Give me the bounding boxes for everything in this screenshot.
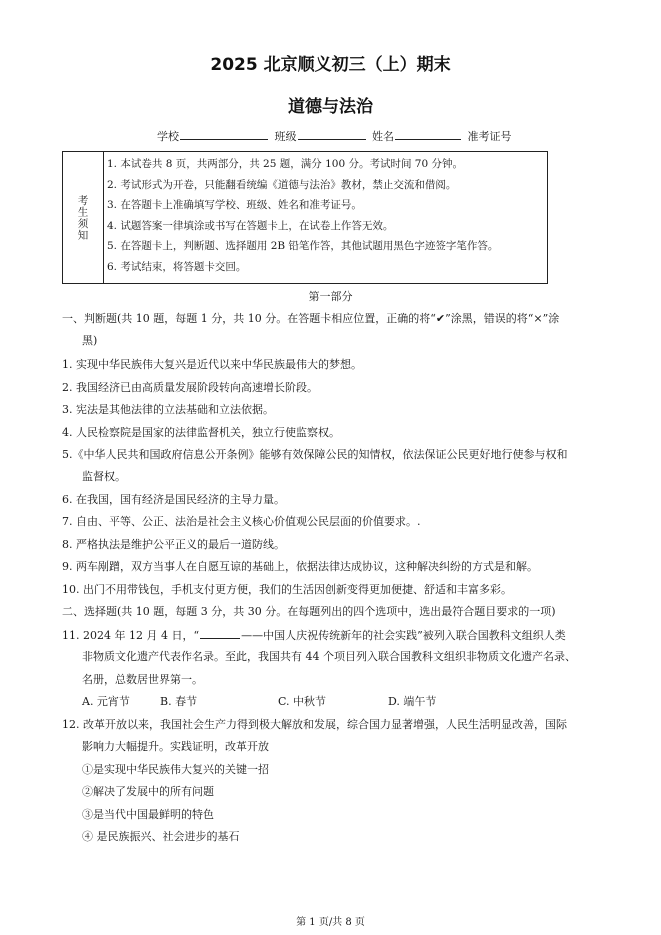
school-label: 学校: [157, 130, 179, 143]
q11-text-before: 11. 2024 年 12 月 4 日，“: [62, 629, 200, 642]
choice-question-11-line3: 名册，总数居世界第一。: [82, 673, 203, 686]
part-one-heading: 第一部分: [308, 290, 353, 303]
q12-item-3: ③是当代中国最鲜明的特色: [82, 808, 214, 821]
judge-question-9: 9. 两车剐蹭，双方当事人在自愿互谅的基础上，依据法律达成协议，这种解决纠纷的方式是和解。: [62, 560, 538, 573]
judge-question-8: 8. 严格执法是维护公平正义的最后一道防线。: [62, 538, 285, 551]
q11-option-a: A. 元宵节: [82, 695, 130, 708]
class-blank[interactable]: [298, 128, 366, 140]
notice-item: 4. 试题答案一律填涂或书写在答题卡上，在试卷上作答无效。: [107, 219, 394, 232]
name-blank[interactable]: [395, 128, 461, 140]
q11-answer-blank: [200, 627, 240, 639]
section-two-heading: 二、选择题(共 10 题，每题 3 分，共 30 分。在每题列出的四个选项中，选出最符合题目要求的一项): [62, 605, 556, 618]
choice-question-12-line2: 影响力大幅提升。实践证明，改革开放: [82, 740, 269, 753]
notice-item: 6. 考试结束，将答题卡交回。: [107, 260, 247, 273]
choice-question-11-line1: [62, 627, 566, 644]
school-blank[interactable]: [180, 128, 268, 140]
name-label: 姓名: [372, 130, 394, 143]
notice-item: 5. 在答题卡上，判断题、选择题用 2B 铅笔作答，其他试题用黑色字迹签字笔作答。: [107, 240, 499, 252]
notice-label-cell: [63, 152, 104, 283]
page-footer: 第 1 页/共 8 页: [296, 917, 365, 928]
judge-question-7: 7. 自由、平等、公正、法治是社会主义核心价值观公民层面的价值要求。.: [62, 515, 421, 528]
q11-text-after: ——中国人庆祝传统新年的社会实践”被列入联合国教科文组织人类: [241, 629, 566, 642]
judge-question-4: 4. 人民检察院是国家的法律监督机关，独立行使监察权。: [62, 426, 340, 439]
subject-title: 道德与法治: [288, 97, 373, 117]
exam-id-label: 准考证号: [467, 130, 512, 143]
judge-question-1: 1. 实现中华民族伟大复兴是近代以来中华民族最伟大的梦想。: [62, 358, 362, 371]
notice-label: 考生须知: [76, 194, 89, 241]
class-label: 班级: [274, 130, 297, 143]
q12-item-2: ②解决了发展中的所有问题: [82, 785, 214, 798]
q12-item-1: ①是实现中华民族伟大复兴的关键一招: [82, 763, 269, 776]
notice-items: [107, 154, 545, 277]
section-one-heading-cont: 黑): [82, 334, 98, 347]
notice-item: 1. 本试卷共 8 页，共两部分，共 25 题，满分 100 分。考试时间 70 分钟。: [107, 158, 463, 170]
q11-option-d: D. 端午节: [388, 695, 437, 708]
choice-question-12-line1: 12. 改革开放以来，我国社会生产力得到极大解放和发展，综合国力显著增强，人民生活明显改善，国际: [62, 718, 567, 731]
section-one-heading: 一、判断题(共 10 题，每题 1 分，共 10 分。在答题卡相应位置，正确的将“✔”涂黑，错误的将“×”涂: [62, 312, 560, 325]
choice-question-11-line2: 非物质文化遗产代表作名录。至此，我国共有 44 个项目列入联合国教科文组织非物质文化遗产名录、: [82, 650, 576, 663]
q11-option-c: C. 中秋节: [278, 695, 327, 708]
notice-item: 3. 在答题卡上准确填写学校、班级、姓名和准考证号。: [107, 199, 362, 211]
notice-item: 2. 考试形式为开卷，只能翻看统编《道德与法治》教材，禁止交流和借阅。: [107, 178, 457, 191]
candidate-notice-box: [62, 151, 548, 284]
student-info-line: [157, 128, 512, 144]
judge-question-6: 6. 在我国，国有经济是国民经济的主导力量。: [62, 493, 285, 506]
q11-option-b: B. 春节: [160, 695, 198, 708]
exam-title: 2025 北京顺义初三（上）期末: [210, 55, 451, 75]
judge-question-10: 10. 出门不用带钱包，手机支付更方便，我们的生活因创新变得更加便捷、舒适和丰富多彩。: [62, 583, 512, 596]
q11-options: [82, 694, 436, 710]
judge-question-5: 5.《中华人民共和国政府信息公开条例》能够有效保障公民的知情权，依法保证公民更好地行使参与权和: [62, 448, 568, 461]
q12-item-4: ④ 是民族振兴、社会进步的基石: [82, 830, 240, 843]
judge-question-2: 2. 我国经济已由高质量发展阶段转向高速增长阶段。: [62, 381, 318, 394]
judge-question-3: 3. 宪法是其他法律的立法基础和立法依据。: [62, 403, 274, 416]
judge-question-5-cont: 监督权。: [82, 470, 126, 483]
